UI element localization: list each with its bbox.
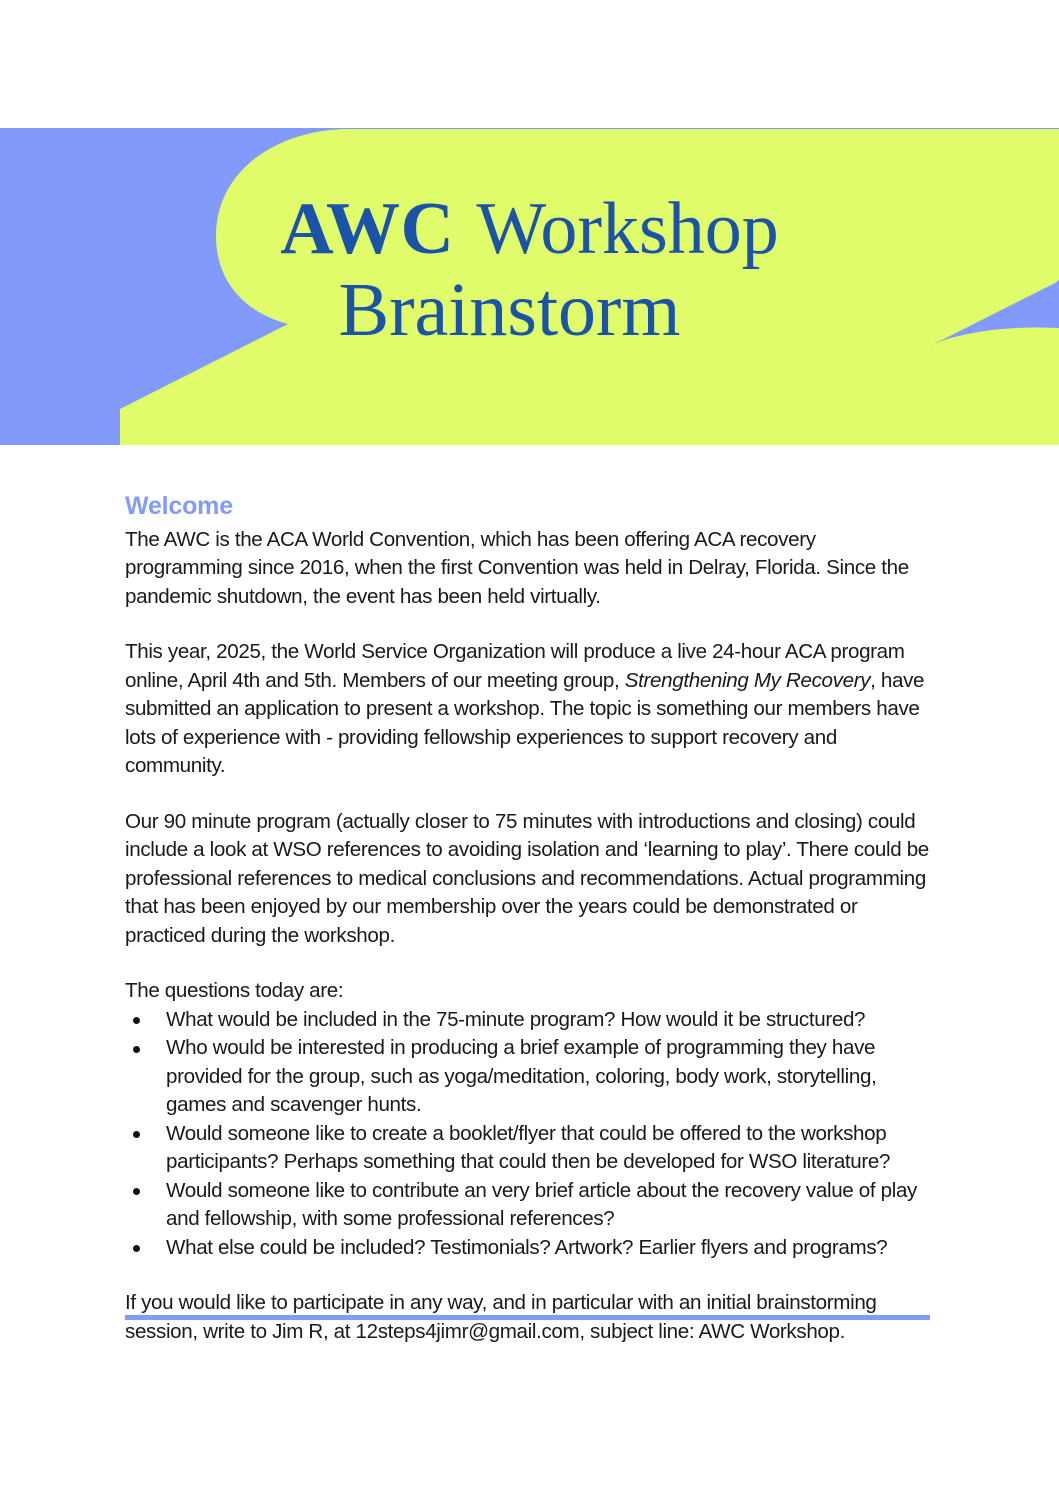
section-heading-welcome: Welcome [125,492,233,520]
paragraph-this-year-part1: This year, 2025, the World Service Organization will produce a live 24-hour ACA program online, April 4th and 5th. Members of our meeting group, [125,640,905,692]
list-intro-text: The questions today are: [125,979,344,1002]
footer-divider [125,1315,930,1320]
list-item-text: Who would be interested in producing a brief example of programming they have provided for the group, such as yoga/meditation, coloring, body work, storytelling, games and scavenger hunts. [166,1036,877,1116]
bullet-icon [133,1245,140,1252]
bullet-icon [133,1131,140,1138]
publication-title-strengthening-my-recovery: Strengthening My Recovery [624,668,871,692]
paragraph-program-details: Our 90 minute program (actually closer to 75 minutes with introductions and closing) could include a look at WSO references to avoiding isolation and ‘learning to play’. There could be professional references to medical conclusions and recommendations. Actual programming that has been enjoyed by our membership over the years could be demonstrated or practiced during the workshop. [125,809,929,947]
list-item-text: Would someone like to create a booklet/flyer that could be offered to the workshop participants? Perhaps something that could then be developed for WSO literature? [166,1121,891,1173]
bullet-icon [133,1046,140,1053]
list-item-text: What would be included in the 75-minute program? How would it be structured? [166,1007,866,1031]
header-banner [0,128,1059,445]
header-title-awc: AWC [280,188,455,270]
paragraph-intro: The AWC is the ACA World Convention, which has been offering ACA recovery programming since 2016, when the first Convention was held in Delray, Florida. Since the pandemic shutdown, the event has been held virtually. [125,527,909,608]
bullet-icon [133,1188,140,1195]
list-item [125,1006,933,1035]
header-title-workshop: Workshop [476,188,779,270]
list-item [125,1234,933,1263]
questions-list [125,1006,933,1263]
list-item-text: What else could be included? Testimonials? Artwork? Earlier flyers and programs? [166,1235,888,1259]
list-item [125,1034,933,1120]
list-item [125,1177,933,1234]
header-banner-shapes [0,128,1059,445]
document-body [125,493,933,1346]
bullet-icon [133,1017,140,1024]
header-title-line-2: Brainstorm [338,268,681,352]
paragraph-contact: If you would like to participate in any way, and in particular with an initial brainstorming session, write to Jim R, at 12steps4jimr@gmail.com, subject line: AWC Workshop. [125,1291,877,1343]
list-item-text: Would someone like to contribute an very brief article about the recovery value of play and fellowship, with some professional references? [166,1178,918,1230]
list-item [125,1120,933,1177]
paragraph-this-year [125,638,933,781]
paragraph-this-year-part2: , have submitted an application to present a workshop. The topic is something our members have lots of experience with - providing fellowship experiences to support recovery and community. [125,668,925,777]
